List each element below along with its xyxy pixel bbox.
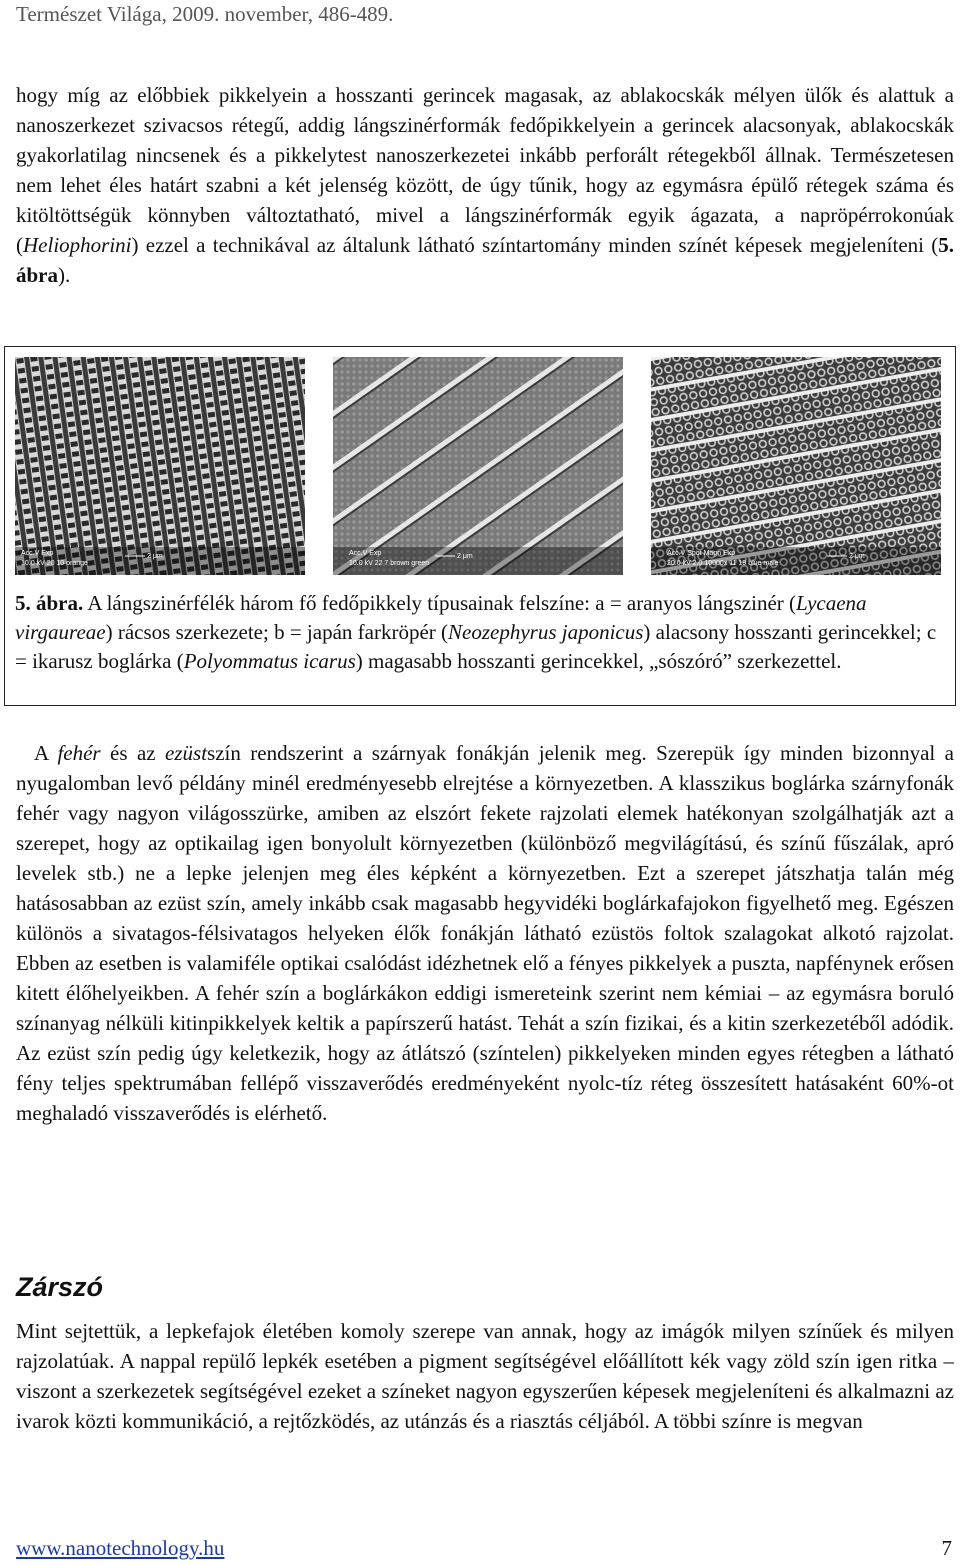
sem-c-meta-1: Acc.V Spot Magn Exp xyxy=(667,550,736,557)
caption-text-3: ) alacsony hosszanti gerincekkel; c = ikarusz boglárka ( xyxy=(15,620,937,673)
caption-species-2: Neozephyrus japonicus xyxy=(448,620,644,644)
figure-caption xyxy=(15,589,943,676)
sem-image-b xyxy=(333,357,623,575)
sem-b-meta-2: 10.0 kV 22 7 brown green xyxy=(349,560,430,567)
caption-label: 5. ábra. xyxy=(15,591,84,615)
section-heading: Zárszó xyxy=(16,1272,104,1302)
sem-image-a xyxy=(15,357,305,575)
caption-species-3: Polyommatus icarus xyxy=(183,649,356,673)
sem-c-scale: 2 μm xyxy=(849,553,865,560)
p2-italic-ezust: ezüst xyxy=(165,741,208,765)
caption-text-2: ) rácsos szerkezete; b = japán farkröpér ( xyxy=(105,620,449,644)
p1-text-3: ). xyxy=(58,263,71,287)
p1-species-heliophorini: Heliophorini xyxy=(23,233,132,257)
caption-text-4: ) magasabb hosszanti gerincekkel, „sószóró” szerkezettel. xyxy=(355,649,842,673)
caption-species-1: Lycaena virgaureae xyxy=(15,591,867,644)
footer-website-link[interactable]: www.nanotechnology.hu xyxy=(16,1536,225,1560)
p2-text-2: és az xyxy=(100,741,166,765)
p2-text-1: A xyxy=(34,741,58,765)
p2-italic-feher: fehér xyxy=(57,741,101,765)
p1-figure-ref: 5. ábra xyxy=(16,233,954,287)
figure-5 xyxy=(4,346,956,706)
sem-b-meta-1: Acc.V Exp xyxy=(349,550,382,557)
paragraph-1 xyxy=(16,80,954,290)
sem-a-scale: 2 μm xyxy=(147,553,163,560)
sem-a-meta-1: Acc.V Exp xyxy=(21,550,54,557)
sem-c-meta-2: 20.0 kV 2.0 10000x 11 19 blue male xyxy=(667,560,779,567)
caption-text-1: A lángszinérfélék három fő fedőpikkely típusainak felszíne: a = aranyos lángszinér ( xyxy=(83,591,797,615)
journal-citation: Természet Világa, 2009. november, 486-489. xyxy=(16,2,394,26)
paragraph-2 xyxy=(16,738,954,1128)
sem-b-scale: 2 μm xyxy=(457,553,473,560)
p1-text-1: hogy míg az előbbiek pikkelyein a hosszanti gerincek magasak, az ablakocskák mélyen ülők és alattuk a nanoszerkezet szivacsos rétegű, addig lángszinérformák fedőpikkelyein a gerincek alacsonyak, ablakocskák gyakorlatilag nincsenek és a pikkelytest nanoszerkezetei inkább perforált rétegekből állnak. Természetesen nem lehet éles határt szabni a két jelenség között, de úgy tűnik, hogy az egymásra épülő rétegek száma és kitöltöttségük könnyben változtatható, mivel a lángszinérformák egyik ágazata, a napröpérrokonúak ( xyxy=(16,83,954,257)
sem-a-meta-2: 10.0 kV 20 10 orange xyxy=(21,560,88,567)
p2-text-3: szín rendszerint a szárnyak fonákján jelenik meg. Szerepük így minden bizonnyal a nyugalomban levő példány minél eredményesebb elrejtése a környezetben. A klasszikus boglárka szárnyfonák fehér vagy nagyon világosszürke, amiben az elszórt fekete rajzolati elemek hatékonyan szolgálhatják azt a szerepet, hogy az optikailag igen bonyolult környezetben (különböző megvilágítású, és színű fűszálak, apró levelek stb.) ne a lepke jelenjen meg éles képként a környezetben. Ezt a szerepet játszhatja talán még hatásosabban az ezüst szín, amely inkább csak magasabb hegyvidéki boglárkafajokon figyelhető meg. Egészen különös a sivatagos-félsivatagos helyeken élők fonákján látható ezüstös foltok szalagokat alkotó rajzolat. Ebben az esetben is valamiféle optikai csalódást idézhetnek elő a fényes pikkelyek a puszta, napfénynek erősen kitett élőhelyeikben. A fehér szín a boglárkákon eddigi ismereteink szerint nem kémiai – az egymásra boruló színanyag nélküli kitinpikkelyek keltik a papírszerű hatást. Tehát a szín fizikai, és a kitin szerkezetéből adódik. Az ezüst szín pedig úgy keletkezik, hogy az átlátszó (színtelen) pikkelyeken minden egyes rétegben a látható fény teljes spektrumában fellépő visszaverődés eredményeként nyolc-tíz réteg összesített hatásaként 60%-ot meghaladó visszaverődés is elérhető. xyxy=(16,741,954,1125)
p1-text-2: ) ezzel a technikával az általunk látható színtartomány minden színét képesek megjeleníteni ( xyxy=(131,233,939,257)
paragraph-3: Mint sejtettük, a lepkefajok életében komoly szerepe van annak, hogy az imágók milyen színűek és milyen rajzolatúak. A nappal repülő lepkék esetében a pigment segítségével előállított kék vagy zöld szín igen ritka – viszont a szerkezetek segítségével ezeket a színeket nagyon egyszerűen képesek megjeleníteni és alkalmazni az ivarok közti kommunikáció, a rejtőzködés, az utánzás és a riasztás céljából. A többi színre is megvan xyxy=(16,1319,954,1433)
page-number: 7 xyxy=(941,1536,952,1560)
sem-image-c xyxy=(651,357,941,575)
